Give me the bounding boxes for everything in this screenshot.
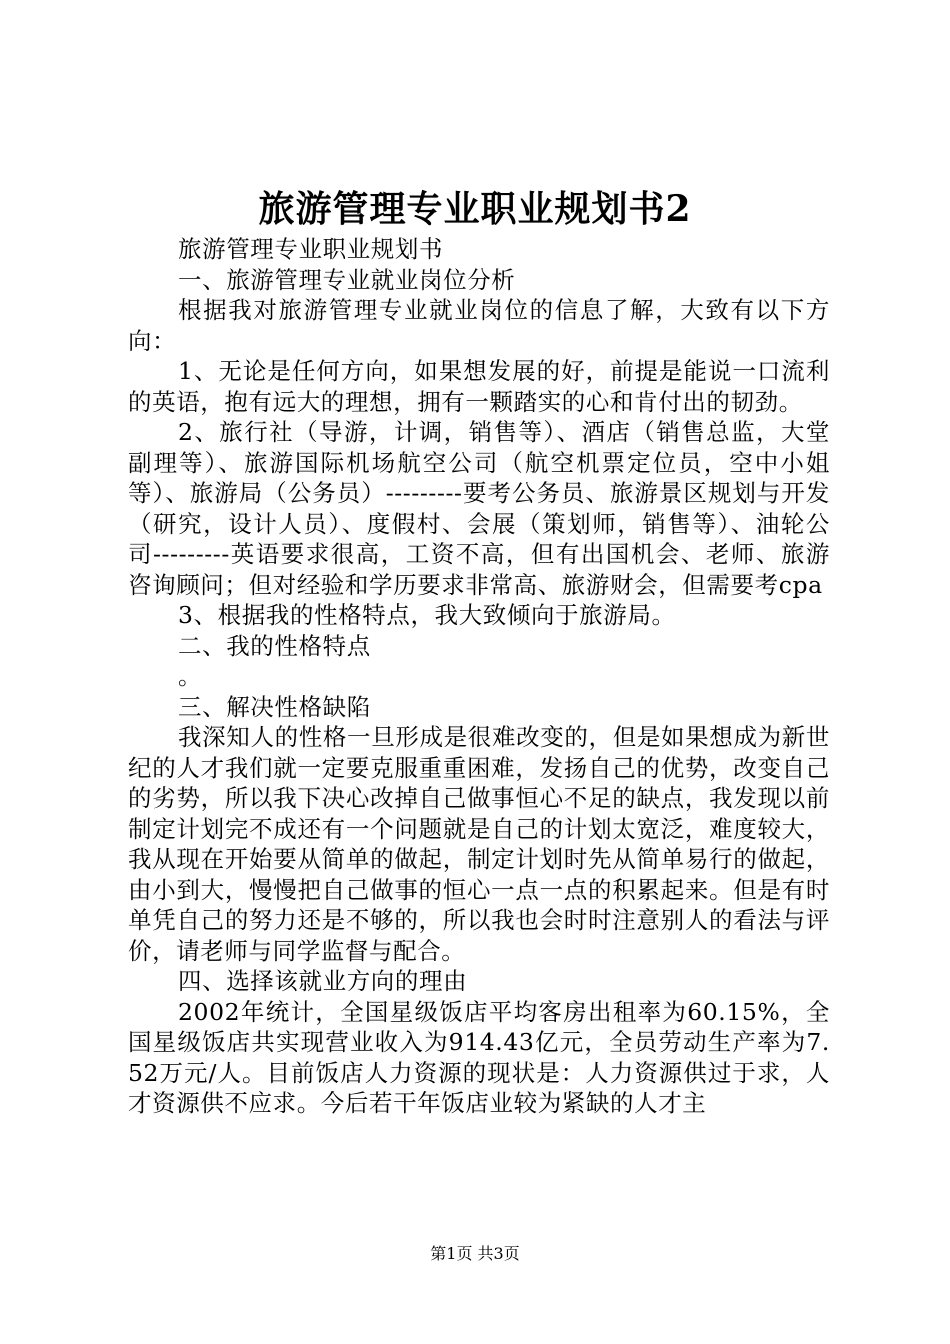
- document-body: [128, 234, 830, 1119]
- page-footer: 第1页 共3页: [430, 1244, 520, 1263]
- paragraph-heading: 旅游管理专业职业规划书: [178, 235, 444, 263]
- section-heading-1: 一、旅游管理专业就业岗位分析: [178, 265, 516, 294]
- section-heading-4: 四、选择该就业方向的理由: [178, 967, 468, 995]
- paragraph: 根据我对旅游管理专业就业岗位的信息了解，大致有以下方向：: [128, 296, 830, 355]
- paragraph: 。: [178, 662, 203, 690]
- document-title: 旅游管理专业职业规划书2: [258, 188, 692, 230]
- section-heading-2: 二、我的性格特点: [178, 631, 371, 660]
- section-heading-3: 三、解决性格缺陷: [178, 692, 371, 721]
- paragraph: 我深知人的性格一旦形成是很难改变的，但是如果想成为新世纪的人才我们就一定要克服重重困难，发扬自己的优势，改变自己的劣势，所以我下决心改掉自己做事恒心不足的缺点，我发现以前制定计划完不成还有一个问题就是自己的计划太宽泛，难度较大，我从现在开始要从简单的做起，制定计划时先从简单易行的做起，由小到大，慢慢把自己做事的恒心一点一点的积累起来。但是有时单凭自己的努力还是不够的，所以我也会时时注意别人的看法与评价，请老师与同学监督与配合。: [128, 723, 830, 965]
- paragraph: 3、根据我的性格特点，我大致倾向于旅游局。: [178, 601, 676, 629]
- paragraph: 2002年统计，全国星级饭店平均客房出租率为60.15%，全国星级饭店共实现营业收入为914.43亿元，全员劳动生产率为7.52万元/人。目前饭店人力资源的现状是：人力资源供过于求，人才资源供不应求。今后若干年饭店业较为紧缺的人才主: [128, 997, 830, 1117]
- paragraph: 1、无论是任何方向，如果想发展的好，前提是能说一口流利的英语，抱有远大的理想，拥有一颗踏实的心和肯付出的韧劲。: [128, 357, 830, 416]
- paragraph: 2、旅行社（导游，计调，销售等）、酒店（销售总监，大堂副理等）、旅游国际机场航空公司（航空机票定位员，空中小姐等）、旅游局（公务员）---------要考公务员、旅游景区规划与开发（研究，设计人员）、度假村、会展（策划师，销售等）、油轮公司---------英语要求很高，工资不高，但有出国机会、老师、旅游咨询顾问；但对经验和学历要求非常高、旅游财会，但需要考cpa: [128, 418, 830, 599]
